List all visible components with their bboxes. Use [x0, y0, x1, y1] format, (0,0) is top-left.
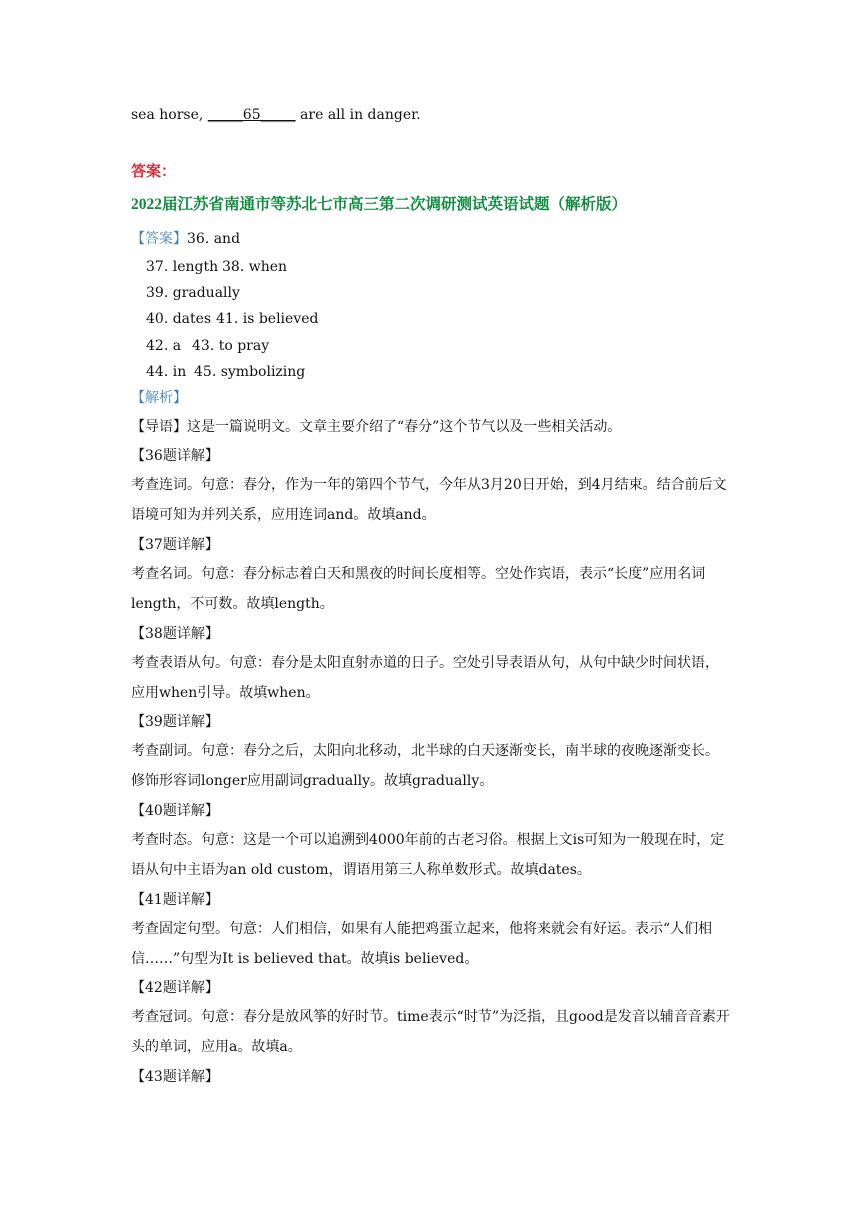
blank-65: _____65_____ — [207, 107, 296, 123]
answer-heading: 答案： — [131, 162, 177, 180]
answer-44: 44. in — [146, 364, 187, 380]
intro-paragraph: 【导语】这是一篇说明文。文章主要介绍了“春分”这个节气以及一些相关活动。 — [131, 419, 622, 435]
section-36-body: 考查连词。句意：春分，作为一年的第四个节气，今年从3月20日开始，到4月结束。结合前后文语境可知为并列关系，应用连词and。故填and。 — [131, 477, 727, 523]
section-42-heading: 【42题详解】 — [131, 980, 219, 996]
analysis-tag: 【解析】 — [131, 390, 187, 406]
answer-45: 45. symbolizing — [194, 364, 306, 380]
section-38-body: 考查表语从句。句意：春分是太阳直射赤道的日子。空处引导表语从句，从句中缺少时间状语，应用when引导。故填when。 — [131, 655, 719, 701]
answer-42: 42. a — [146, 338, 182, 354]
section-39-body: 考查副词。句意：春分之后，太阳向北移动，北半球的白天逐渐变长，南半球的夜晚逐渐变长。修饰形容词longer应用副词gradually。故填gradually。 — [131, 743, 719, 789]
line-prefix: sea horse, — [131, 107, 208, 123]
section-38-heading: 【38题详解】 — [131, 626, 219, 642]
section-37-heading: 【37题详解】 — [131, 537, 219, 553]
answer-39: 39. gradually — [146, 285, 240, 301]
document-title: 2022届江苏省南通市等苏北七市高三第二次调研测试英语试题（解析版） — [131, 196, 628, 213]
answer-38: 38. when — [222, 259, 288, 275]
section-40-heading: 【40题详解】 — [131, 803, 219, 819]
section-39-heading: 【39题详解】 — [131, 714, 219, 730]
answer-36: 36. and — [187, 231, 241, 247]
section-41-body: 考查固定句型。句意：人们相信，如果有人能把鸡蛋立起来，他将来就会有好运。表示“人们相信……”句型为It is believed that。故填is believed。 — [131, 921, 713, 967]
section-36-heading: 【36题详解】 — [131, 448, 219, 464]
answer-43: 43. to pray — [192, 338, 270, 354]
answer-40: 40. dates — [146, 311, 212, 327]
section-41-heading: 【41题详解】 — [131, 892, 219, 908]
answer-41: 41. is believed — [216, 311, 319, 327]
answer-37: 37. length — [146, 259, 219, 275]
section-43-heading: 【43题详解】 — [131, 1069, 219, 1085]
question-65-line — [131, 106, 421, 124]
line-suffix: are all in danger. — [295, 107, 421, 123]
section-40-body: 考查时态。句意：这是一个可以追溯到4000年前的古老习俗。根据上文is可知为一般现在时，定语从句中主语为an old custom，谓语用第三人称单数形式。故填dates。 — [131, 832, 725, 878]
section-42-body: 考查冠词。句意：春分是放风筝的好时节。time表示“时节”为泛指，且good是发音以辅音音素开头的单词，应用a。故填a。 — [131, 1009, 730, 1055]
answer-tag: 【答案】 — [131, 231, 187, 247]
answer-line-1 — [131, 230, 240, 248]
section-37-body: 考查名词。句意：春分标志着白天和黑夜的时间长度相等。空处作宾语，表示“长度”应用名词length，不可数。故填length。 — [131, 566, 706, 612]
